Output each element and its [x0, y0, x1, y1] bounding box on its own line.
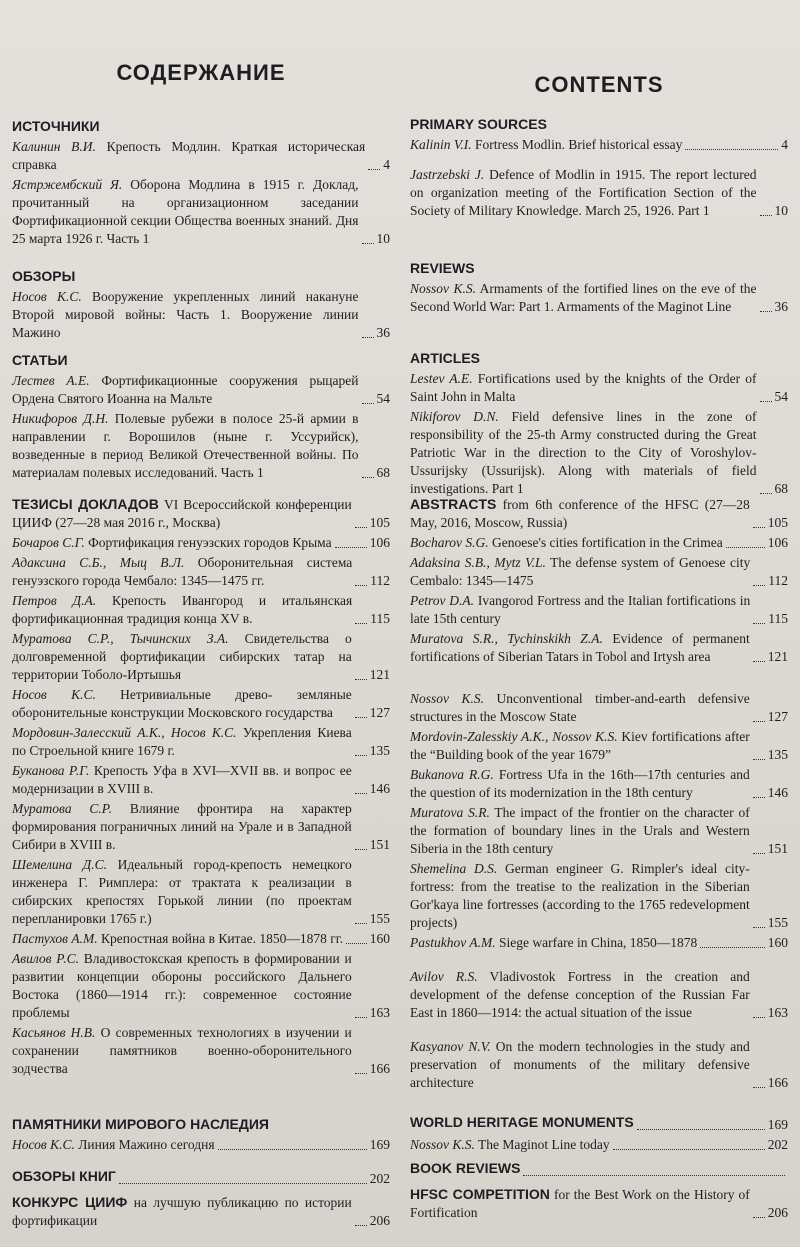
section-articles-ru: [12, 352, 390, 484]
toc-entry[interactable]: Адаксина С.Б., Мыц В.Л. Оборонительная система генуэзского города Чембало: 1345—1475 гг. 112: [12, 555, 390, 588]
toc-entry[interactable]: Avilov R.S. Vladivostok Fortress in the creation and development of the defense conception of the Russian Far East in 1860—1914: the actual situation of the issue 163: [410, 969, 788, 1020]
toc-entry[interactable]: Mordovin-Zalesskiy A.K., Nossov K.S. Kiev fortifications after the “Building book of the year 1679” 135: [410, 729, 788, 762]
section-sources-ru: [12, 118, 390, 250]
toc-entry[interactable]: Petrov D.A. Ivangorod Fortress and the Italian fortifications in late 15th century 115: [410, 593, 788, 626]
section-heading: REVIEWS: [410, 260, 475, 276]
toc-entry[interactable]: Bukanova R.G. Fortress Ufa in the 16th—17th centuries and the question of its modernization in the 18th century 146: [410, 767, 788, 800]
section-abstracts-ru: [12, 496, 390, 1080]
toc-entry[interactable]: Nossov K.S. The Maginot Line today 202: [410, 1136, 788, 1152]
section-book-reviews-ru[interactable]: ОБЗОРЫ КНИГ 202: [12, 1168, 390, 1186]
toc-entry[interactable]: Бочаров С.Г. Фортификация генуэзских городов Крыма 106: [12, 535, 390, 550]
section-heading: ОБЗОРЫ: [12, 268, 76, 284]
contents-title-en: CONTENTS: [534, 72, 664, 97]
section-heading: PRIMARY SOURCES: [410, 116, 547, 132]
section-book-reviews-en[interactable]: BOOK REVIEWS: [410, 1160, 788, 1182]
toc-entry[interactable]: Буканова Р.Г. Крепость Уфа в XVI—XVII вв. и вопрос ее модернизации в XVIII в. 146: [12, 763, 390, 796]
toc-entry[interactable]: Петров Д.А. Крепость Ивангород и итальянская фортификационная традиция конца XV в. 115: [12, 593, 390, 626]
toc-entry[interactable]: Jastrzebski J. Defence of Modlin in 1915. The report lectured on organization meeting of the Fortification Section of the Society of Military Knowledge. March 25, 1926. Part 1 10: [410, 166, 788, 218]
section-reviews-ru: [12, 268, 390, 344]
section-heading: ПАМЯТНИКИ МИРОВОГО НАСЛЕДИЯ: [12, 1116, 269, 1132]
section-heading: ИСТОЧНИКИ: [12, 118, 100, 134]
toc-entry[interactable]: Мордовин-Залесский А.К., Носов К.С. Укрепления Киева по Строельной книге 1679 г. 135: [12, 725, 390, 758]
section-abstracts-en: [410, 496, 788, 1094]
toc-entry[interactable]: Lestev A.E. Fortifications used by the knights of the Order of Saint John in Malta 54: [410, 370, 788, 404]
toc-entry[interactable]: Пастухов А.М. Крепостная война в Китае. 1850—1878 гг. 160: [12, 931, 390, 946]
toc-entry[interactable]: Muratova S.R. The impact of the frontier on the character of the formation of boundary lines in the Urals and Western Siberia in the 18th century 151: [410, 805, 788, 856]
section-heading: СТАТЬИ: [12, 352, 68, 368]
toc-entry[interactable]: Авилов Р.С. Владивостокская крепость в формировании и развитии концепции обороны российского Дальнего Востока (1860—1914 гг.): современное состояние проблемы 163: [12, 951, 390, 1020]
toc-entry[interactable]: Носов К.С. Вооружение укрепленных линий накануне Второй мировой войны: Часть 1. Вооружение линии Мажино 36: [12, 288, 390, 340]
section-heading-abstracts: ТЕЗИСЫ ДОКЛАДОВ VI Всероссийской конференции ЦИИФ (27—28 мая 2016 г., Москва) 105: [12, 496, 390, 530]
section-heading: ARTICLES: [410, 350, 480, 366]
contents-column-ru: [12, 0, 390, 1247]
contents-column-en: [410, 0, 788, 1247]
toc-entry[interactable]: Pastukhov A.M. Siege warfare in China, 1850—1878 160: [410, 935, 788, 950]
toc-entry[interactable]: Муратова С.Р., Тычинских З.А. Свидетельства о долговременной фортификации сибирских татар на территории Тоболо-Иртышья 121: [12, 631, 390, 682]
toc-entry[interactable]: Носов К.С. Нетривиальные древо- земляные оборонительные конструкции Московского государства 127: [12, 687, 390, 720]
section-heading-abstracts: ABSTRACTS from 6th conference of the HFSC (27—28 May, 2016, Moscow, Russia) 105: [410, 496, 788, 530]
toc-entry[interactable]: Никифоров Д.Н. Полевые рубежи в полосе 25-й армии в направлении г. Ворошилов (ныне г. Уссурийск), возведенные в период Великой Отечественной войны. По материалам полевых исследований. Часть 1 68: [12, 410, 390, 480]
toc-entry[interactable]: Касьянов Н.В. О современных технологиях в изучении и сохранении памятников военно-оборонительного зодчества 166: [12, 1025, 390, 1076]
toc-entry[interactable]: Nikiforov D.N. Field defensive lines in the zone of responsibility of the 25-th Army constructed during the Great Patriotic War in the direction to the City of Voroshylov-Ussurijsky (Ussurijsk). Along with materials of field investigations. Part 1 68: [410, 408, 788, 496]
toc-entry[interactable]: Муратова С.Р. Влияние фронтира на характер формирования пограничных линий на Урале и в Западной Сибири в XVIII в. 151: [12, 801, 390, 852]
section-reviews-en: [410, 260, 788, 318]
section-articles-en: [410, 350, 788, 500]
toc-entry[interactable]: Nossov K.S. Armaments of the fortified lines on the eve of the Second World War: Part 1. Armaments of the Maginot Line 36: [410, 280, 788, 314]
section-heritage-ru: [12, 1116, 390, 1156]
toc-entry[interactable]: Носов К.С. Линия Мажино сегодня 169: [12, 1136, 390, 1152]
toc-entry[interactable]: Ястржембский Я. Оборона Модлина в 1915 г. Доклад, прочитанный на организационном заседании Фортификационной секции Общества военных знаний. Дня 25 марта 1926 г. Часть 1 10: [12, 176, 390, 246]
section-sources-en: [410, 116, 788, 222]
toc-entry[interactable]: Bocharov S.G. Genoese's cities fortification in the Crimea 106: [410, 535, 788, 550]
contents-title-ru: СОДЕРЖАНИЕ: [116, 60, 286, 85]
section-competition-ru[interactable]: КОНКУРС ЦИИФ на лучшую публикацию по истории фортификации 206: [12, 1194, 390, 1228]
toc-entry[interactable]: Adaksina S.B., Mytz V.L. The defense system of Genoese city Cembalo: 1345—1475 112: [410, 555, 788, 588]
toc-entry[interactable]: Калинин В.И. Крепость Модлин. Краткая историческая справка 4: [12, 138, 390, 172]
toc-entry[interactable]: Muratova S.R., Tychinskikh Z.A. Evidence of permanent fortifications of Siberian Tatars in Tobol and Irtysh area 121: [410, 631, 788, 664]
section-heritage-en: WORLD HERITAGE MONUMENTS 169 Nossov K.S. The Maginot Line today 202: [410, 1114, 788, 1152]
toc-entry[interactable]: Shemelina D.S. German engineer G. Rimpler's ideal city-fortress: from the treatise to the realization in the Siberian Gor'kaya line fortresses (according to the 1765 redevelopment projects) 155: [410, 861, 788, 930]
toc-entry[interactable]: Kalinin V.I. Fortress Modlin. Brief historical essay 4: [410, 136, 788, 152]
toc-entry[interactable]: Nossov K.S. Unconventional timber-and-earth defensive structures in the Moscow State 127: [410, 691, 788, 724]
toc-entry[interactable]: Шемелина Д.С. Идеальный город-крепость немецкого инженера Г. Римплера: от трактата к реализации в сибирских крепостях Горькой линии (по проектам перепланировки 1765 г.) 155: [12, 857, 390, 926]
toc-entry[interactable]: Kasyanov N.V. On the modern technologies in the study and preservation of monuments of the military defensive architecture 166: [410, 1039, 788, 1090]
section-competition-en[interactable]: HFSC COMPETITION for the Best Work on the History of Fortification 206: [410, 1186, 788, 1220]
toc-entry[interactable]: Лестев А.Е. Фортификационные сооружения рыцарей Ордена Святого Иоанна на Мальте 54: [12, 372, 390, 406]
